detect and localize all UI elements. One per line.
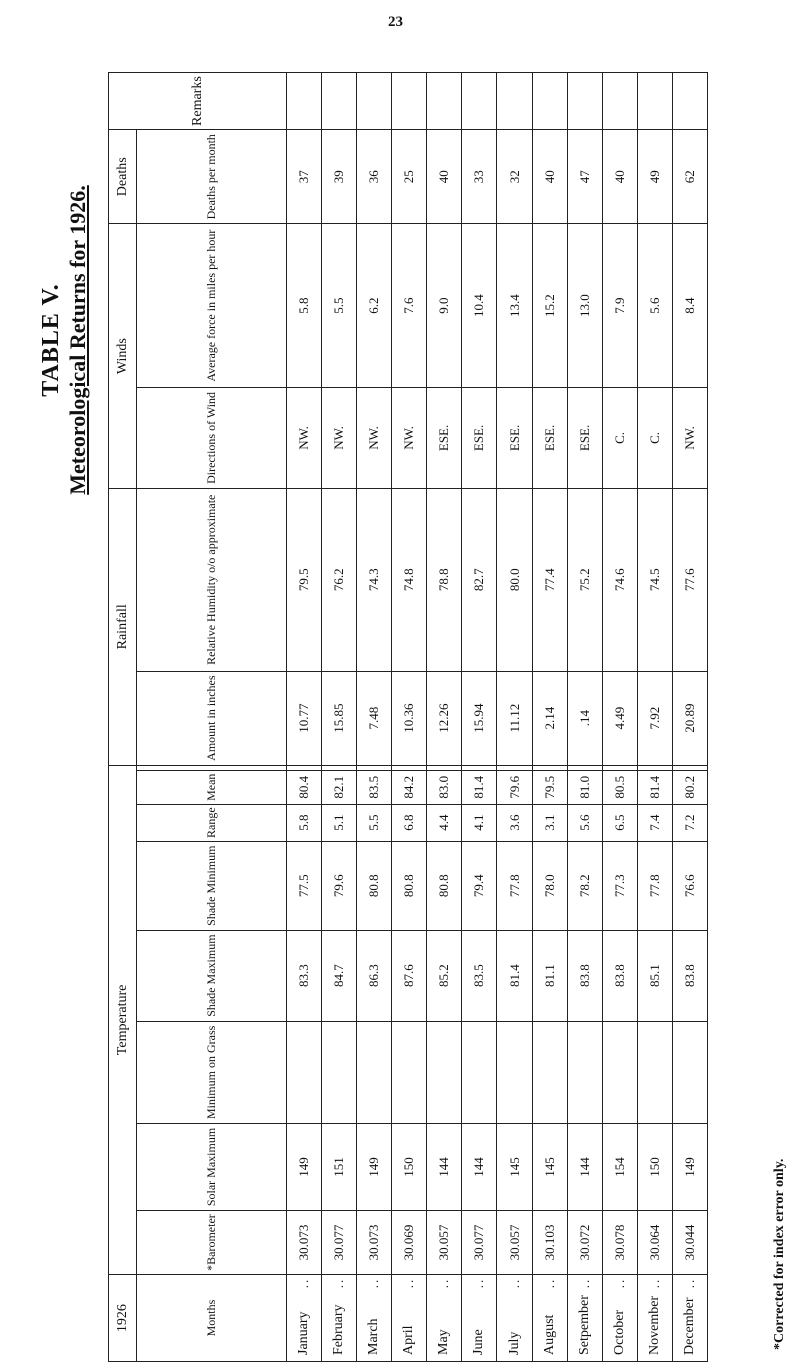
shade-min-cell: 80.8 [427,841,462,930]
wind-force-cell: 5.6 [637,224,672,388]
wind-force-cell: 5.8 [287,224,322,388]
empty-cell [427,765,462,770]
rain-cell: 15.94 [462,671,497,765]
shade-max-cell: 83.5 [462,930,497,1021]
empty-cell [392,765,427,770]
range-cell: 7.2 [672,804,707,841]
humidity-cell: 77.4 [532,488,567,671]
shade-max-cell: 86.3 [357,930,392,1021]
min-on-grass-cell [322,1021,357,1123]
min-on-grass-cell [532,1021,567,1123]
mean-cell: 81.4 [462,770,497,804]
min-on-grass-cell [602,1021,637,1123]
month-cell: June [462,1290,497,1361]
humidity-cell: 76.2 [322,488,357,671]
humidity-cell: 79.5 [287,488,322,671]
mean-cell: 81.0 [567,770,602,804]
table-row [462,73,497,1362]
empty-cell [427,73,462,130]
min-on-grass-cell [637,1021,672,1123]
wind-direction-header: Directions of Wind [137,387,287,488]
range-cell: 5.8 [287,804,322,841]
solar-max-cell: 151 [322,1124,357,1211]
wind-force-cell: 13.4 [497,224,532,388]
shade-max-cell: 85.2 [427,930,462,1021]
shade-min-cell: 80.8 [357,841,392,930]
shade-max-cell: 81.4 [497,930,532,1021]
mean-header: Mean [137,770,287,804]
leader-dots: .. [567,1275,602,1291]
solar-max-header: Solar Maximum [137,1124,287,1211]
deaths-cell: 37 [287,130,322,224]
rain-cell: 7.48 [357,671,392,765]
month-cell: December [672,1290,707,1361]
leader-dots: .. [392,1275,427,1291]
page-number: 23 [388,14,403,30]
mean-cell: 83.0 [427,770,462,804]
deaths-cell: 62 [672,130,707,224]
range-cell: 3.1 [532,804,567,841]
shade-min-cell: 77.8 [637,841,672,930]
solar-max-cell: 150 [392,1124,427,1211]
shade-max-cell: 87.6 [392,930,427,1021]
barometer-cell: 30.078 [602,1210,637,1274]
leader-dots: .. [637,1275,672,1291]
wind-dir-cell: ESE. [462,387,497,488]
rain-cell: 10.36 [392,671,427,765]
month-cell: February [322,1290,357,1361]
empty-cell [532,73,567,130]
meteorological-table-container [108,72,708,1362]
empty-cell [462,765,497,770]
leader-dots: .. [287,1275,322,1291]
barometer-cell: 30.077 [322,1210,357,1274]
shade-max-header: Shade Maximum [137,930,287,1021]
empty-cell [672,765,707,770]
humidity-header: Relative Humidity o/o approximate [137,488,287,671]
table-row [357,73,392,1362]
shade-min-cell: 76.6 [672,841,707,930]
solar-max-cell: 145 [532,1124,567,1211]
empty-cell [392,73,427,130]
rain-cell: 11.12 [497,671,532,765]
meteorological-table [108,72,708,1362]
month-cell: November [637,1290,672,1361]
min-on-grass-cell [427,1021,462,1123]
leader-dots: .. [357,1275,392,1291]
month-cell: August [532,1290,567,1361]
deaths-cell: 40 [602,130,637,224]
months-header: Months [137,1275,287,1362]
mean-cell: 80.5 [602,770,637,804]
wind-dir-cell: ESE. [567,387,602,488]
barometer-cell: 30.069 [392,1210,427,1274]
range-cell: 5.5 [357,804,392,841]
humidity-cell: 82.7 [462,488,497,671]
min-on-grass-cell [287,1021,322,1123]
rain-cell: 7.92 [637,671,672,765]
shade-max-cell: 81.1 [532,930,567,1021]
shade-min-cell: 79.6 [322,841,357,930]
min-on-grass-cell [497,1021,532,1123]
deaths-cell: 47 [567,130,602,224]
mean-cell: 79.5 [532,770,567,804]
shade-min-cell: 80.8 [392,841,427,930]
range-cell: 6.8 [392,804,427,841]
leader-dots: .. [497,1275,532,1291]
humidity-cell: 77.6 [672,488,707,671]
deaths-cell: 32 [497,130,532,224]
footnote: *Corrected for index error only. [772,1158,787,1350]
range-cell: 3.6 [497,804,532,841]
barometer-cell: 30.057 [427,1210,462,1274]
humidity-cell: 74.6 [602,488,637,671]
range-cell: 4.4 [427,804,462,841]
deaths-cell: 36 [357,130,392,224]
solar-max-cell: 149 [357,1124,392,1211]
deaths-per-month-header: Deaths per month [137,130,287,224]
empty-cell [497,73,532,130]
wind-force-cell: 8.4 [672,224,707,388]
humidity-cell: 75.2 [567,488,602,671]
table-row [672,73,707,1362]
wind-dir-cell: ESE. [532,387,567,488]
spacer-header [137,765,287,770]
wind-dir-cell: NW. [392,387,427,488]
wind-dir-cell: C. [637,387,672,488]
min-on-grass-cell [392,1021,427,1123]
rain-cell: 12.26 [427,671,462,765]
empty-cell [637,765,672,770]
wind-force-cell: 7.6 [392,224,427,388]
leader-dots: .. [532,1275,567,1291]
humidity-cell: 80.0 [497,488,532,671]
rainfall-group-header: Rainfall [109,488,137,765]
shade-min-cell: 78.0 [532,841,567,930]
mean-cell: 84.2 [392,770,427,804]
range-cell: 6.5 [602,804,637,841]
deaths-cell: 39 [322,130,357,224]
barometer-cell: 30.103 [532,1210,567,1274]
rain-cell: 4.49 [602,671,637,765]
table-row [392,73,427,1362]
range-cell: 4.1 [462,804,497,841]
humidity-cell: 74.8 [392,488,427,671]
table-row [287,73,322,1362]
deaths-group-header: Deaths [109,130,137,224]
shade-max-cell: 83.8 [567,930,602,1021]
empty-cell [637,73,672,130]
min-on-grass-cell [567,1021,602,1123]
rain-cell: 15.85 [322,671,357,765]
shade-max-cell: 83.8 [672,930,707,1021]
solar-max-cell: 149 [672,1124,707,1211]
rain-cell: 2.14 [532,671,567,765]
rain-cell: 10.77 [287,671,322,765]
table-row [427,73,462,1362]
min-on-grass-cell [672,1021,707,1123]
min-on-grass-cell [462,1021,497,1123]
humidity-cell: 74.3 [357,488,392,671]
barometer-cell: 30.073 [287,1210,322,1274]
wind-dir-cell: C. [602,387,637,488]
leader-dots: .. [672,1275,707,1291]
shade-min-header: Shade Minimum [137,841,287,930]
empty-cell [602,73,637,130]
wind-dir-cell: ESE. [497,387,532,488]
solar-max-cell: 144 [567,1124,602,1211]
month-cell: October [602,1290,637,1361]
min-on-grass-cell [357,1021,392,1123]
table-title-block [38,20,91,660]
deaths-cell: 25 [392,130,427,224]
empty-cell [322,73,357,130]
empty-cell [322,765,357,770]
month-cell: March [357,1290,392,1361]
barometer-cell: 30.044 [672,1210,707,1274]
winds-group-header: Winds [109,224,137,489]
barometer-cell: 30.072 [567,1210,602,1274]
temperature-group-header: Temperature [109,765,137,1274]
month-cell: Setpember [567,1290,602,1361]
range-header: Range [137,804,287,841]
month-cell: January [287,1290,322,1361]
range-cell: 5.1 [322,804,357,841]
wind-dir-cell: NW. [287,387,322,488]
deaths-cell: 40 [427,130,462,224]
empty-cell [462,73,497,130]
shade-min-cell: 77.8 [497,841,532,930]
empty-cell [357,73,392,130]
humidity-cell: 74.5 [637,488,672,671]
mean-cell: 82.1 [322,770,357,804]
wind-force-cell: 9.0 [427,224,462,388]
table-subtitle: Meteorological Returns for 1926. [65,185,90,495]
wind-force-cell: 6.2 [357,224,392,388]
shade-max-cell: 83.3 [287,930,322,1021]
rain-amount-header: Amount in inches [137,671,287,765]
empty-cell [287,765,322,770]
empty-cell [532,765,567,770]
barometer-cell: 30.073 [357,1210,392,1274]
table-row [322,73,357,1362]
shade-min-cell: 77.5 [287,841,322,930]
barometer-cell: 30.077 [462,1210,497,1274]
mean-cell: 80.2 [672,770,707,804]
mean-cell: 80.4 [287,770,322,804]
wind-dir-cell: NW. [357,387,392,488]
deaths-cell: 40 [532,130,567,224]
empty-cell [602,765,637,770]
barometer-cell: 30.064 [637,1210,672,1274]
wind-dir-cell: NW. [322,387,357,488]
table-row [602,73,637,1362]
mean-cell: 79.6 [497,770,532,804]
solar-max-cell: 149 [287,1124,322,1211]
table-row [532,73,567,1362]
rain-cell: 20.89 [672,671,707,765]
empty-cell [567,73,602,130]
mean-cell: 83.5 [357,770,392,804]
empty-cell [497,765,532,770]
table-row [567,73,602,1362]
solar-max-cell: 144 [462,1124,497,1211]
wind-force-cell: 15.2 [532,224,567,388]
solar-max-cell: 144 [427,1124,462,1211]
mean-cell: 81.4 [637,770,672,804]
min-on-grass-header: Minimum on Grass [137,1021,287,1123]
barometer-cell: 30.057 [497,1210,532,1274]
empty-cell [672,73,707,130]
solar-max-cell: 154 [602,1124,637,1211]
remarks-header: Remarks [109,73,287,130]
shade-max-cell: 83.8 [602,930,637,1021]
empty-cell [357,765,392,770]
wind-force-header: Average force in miles per hour [137,224,287,388]
shade-max-cell: 85.1 [637,930,672,1021]
range-cell: 5.6 [567,804,602,841]
leader-dots: .. [462,1275,497,1291]
shade-min-cell: 77.3 [602,841,637,930]
leader-dots: .. [602,1275,637,1291]
wind-force-cell: 10.4 [462,224,497,388]
wind-dir-cell: NW. [672,387,707,488]
table-title: TABLE V. [38,283,64,397]
empty-cell [567,765,602,770]
deaths-cell: 33 [462,130,497,224]
month-cell: May [427,1290,462,1361]
year-header: 1926 [109,1275,137,1362]
wind-force-cell: 5.5 [322,224,357,388]
range-cell: 7.4 [637,804,672,841]
wind-dir-cell: ESE. [427,387,462,488]
solar-max-cell: 145 [497,1124,532,1211]
wind-force-cell: 13.0 [567,224,602,388]
shade-min-cell: 79.4 [462,841,497,930]
month-cell: April [392,1290,427,1361]
rain-cell: .14 [567,671,602,765]
shade-max-cell: 84.7 [322,930,357,1021]
table-row [637,73,672,1362]
shade-min-cell: 78.2 [567,841,602,930]
month-cell: July [497,1290,532,1361]
leader-dots: .. [322,1275,357,1291]
barometer-header: *Barometer [137,1210,287,1274]
table-row [497,73,532,1362]
humidity-cell: 78.8 [427,488,462,671]
solar-max-cell: 150 [637,1124,672,1211]
leader-dots: .. [427,1275,462,1291]
deaths-cell: 49 [637,130,672,224]
empty-cell [287,73,322,130]
wind-force-cell: 7.9 [602,224,637,388]
